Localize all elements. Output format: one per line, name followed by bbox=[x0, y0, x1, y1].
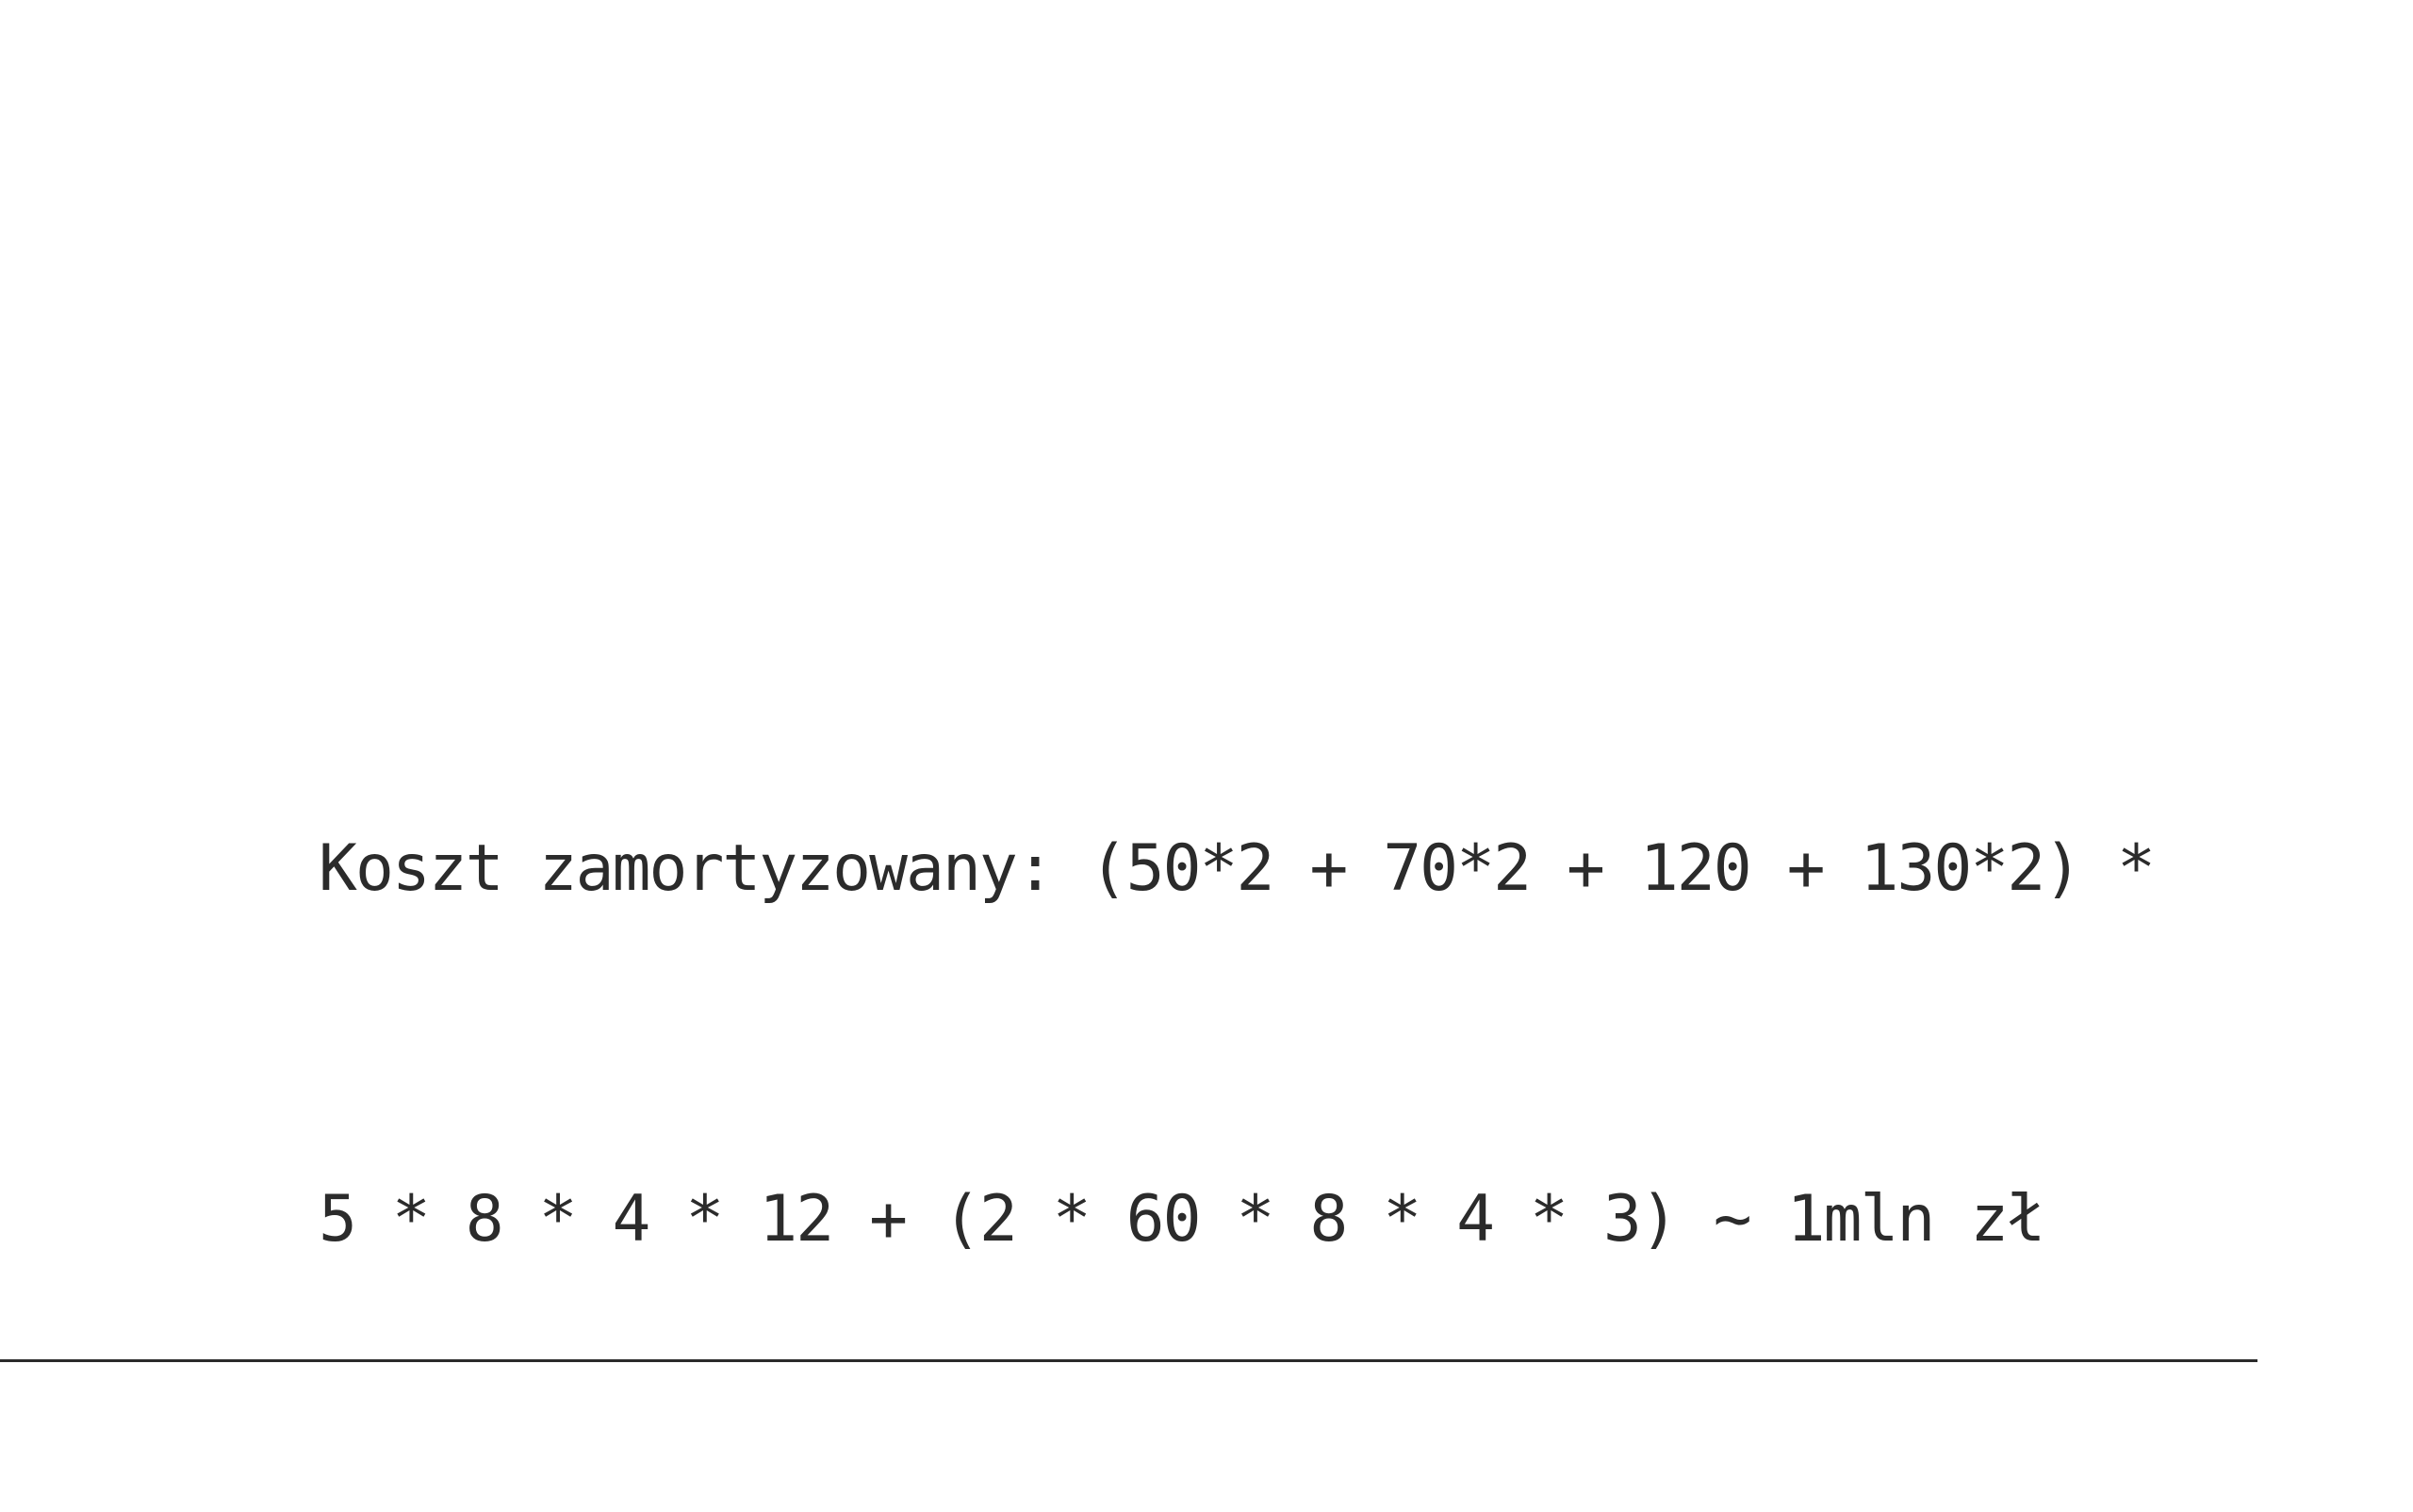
cost-formula bbox=[319, 577, 2204, 1512]
bottom-divider bbox=[0, 1359, 2257, 1362]
cost-formula-line-1: Koszt zamortyzowany: (50*2 + 70*2 + 120 + 130*2) * bbox=[319, 831, 2154, 906]
cost-formula-line-2: 5 * 8 * 4 * 12 + (2 * 60 * 8 * 4 * 3) ~ 1mln zł bbox=[319, 1182, 2044, 1257]
